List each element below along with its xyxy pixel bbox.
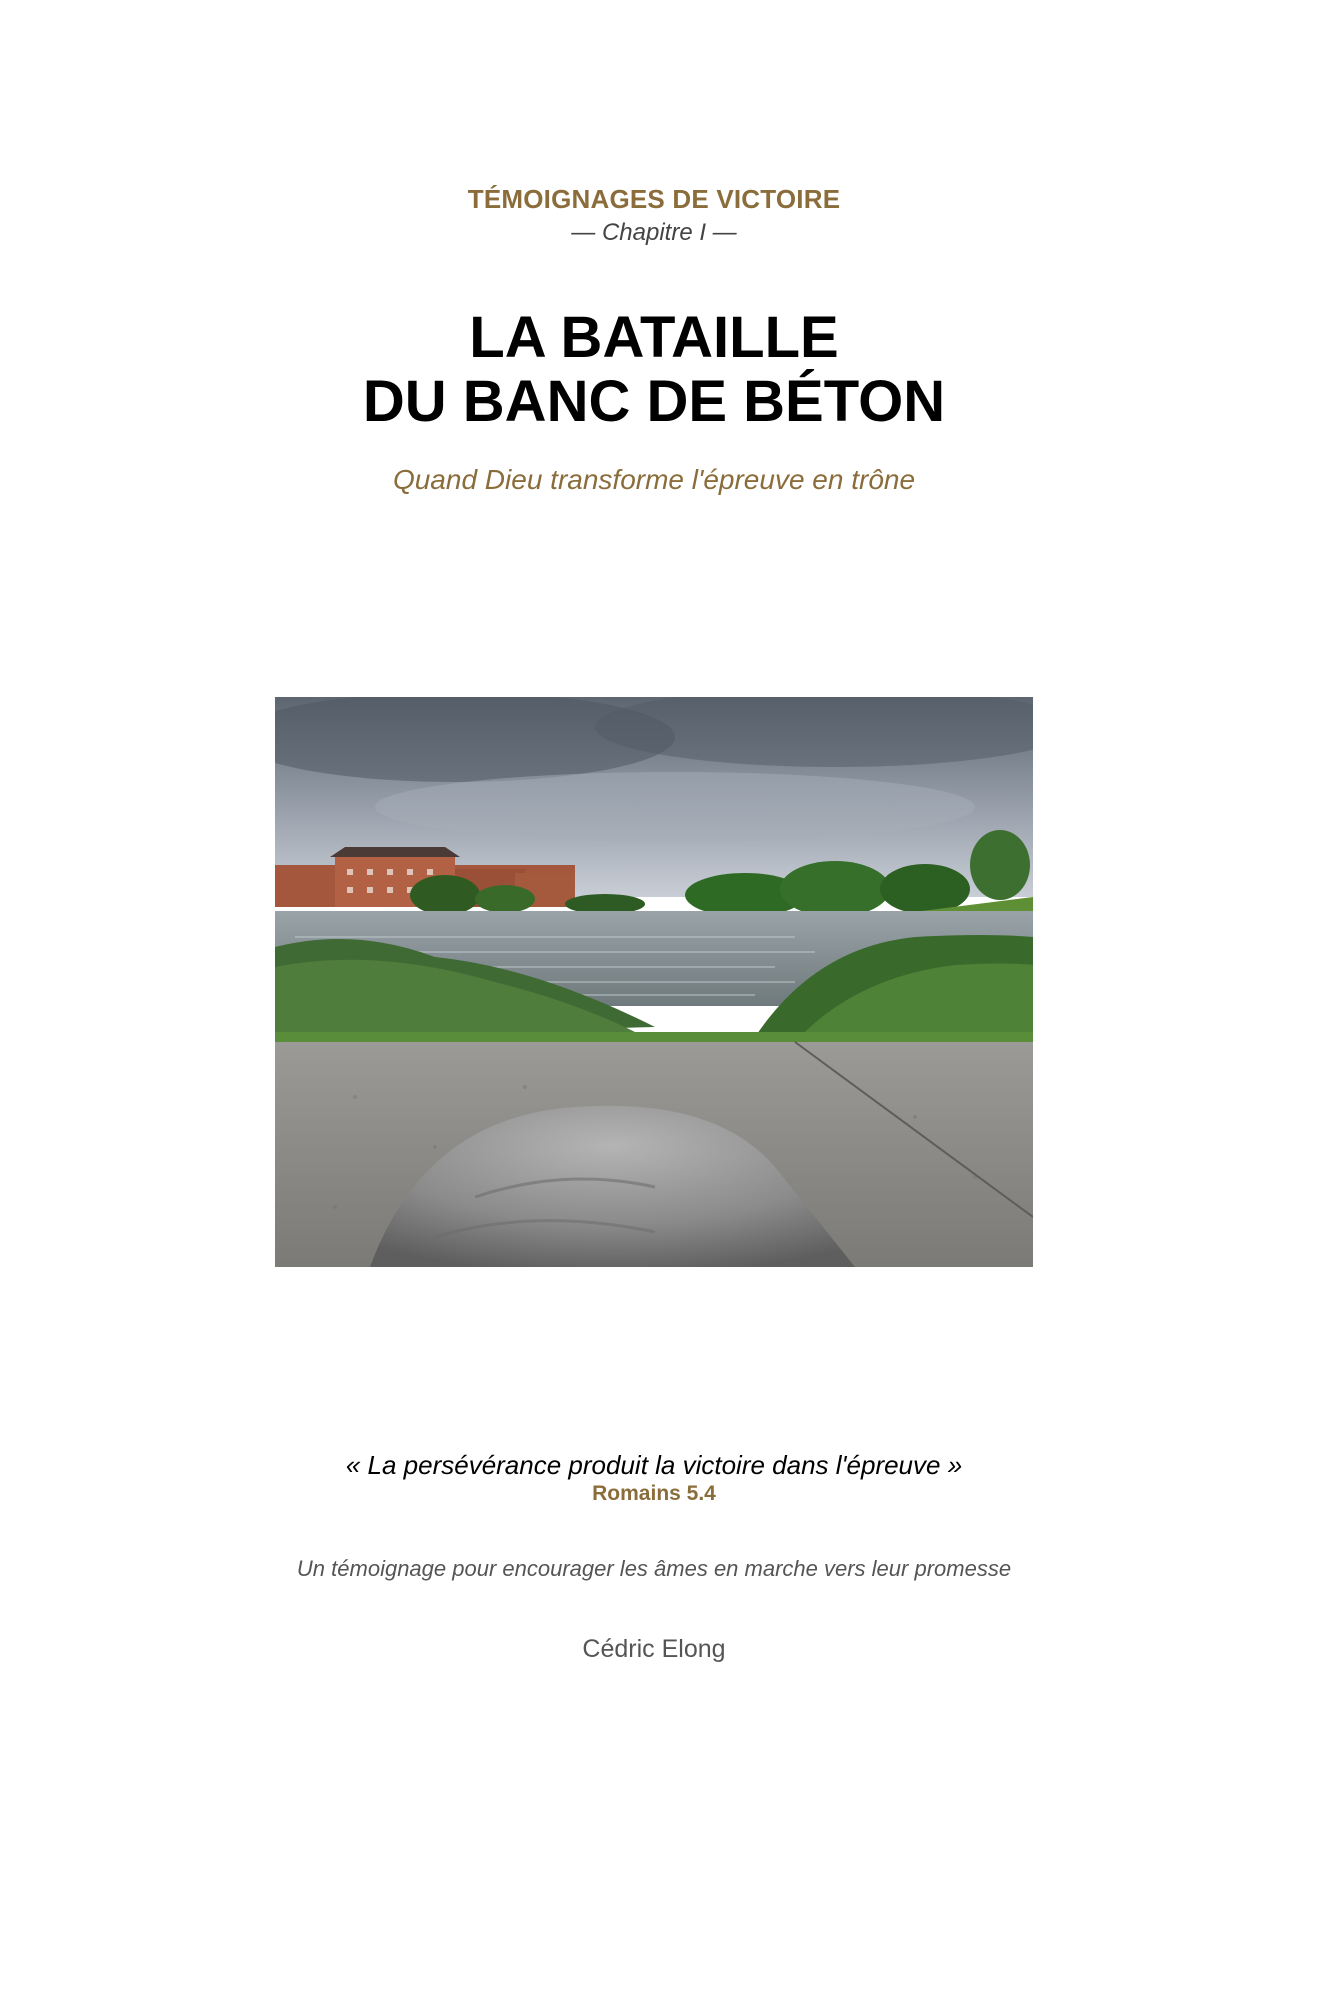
book-title [0,306,1308,434]
title-line-1: LA BATAILLE [469,305,839,370]
author-name: Cédric Elong [582,1635,726,1663]
subtitle: Quand Dieu transforme l'épreuve en trône [392,464,916,495]
series-title: TÉMOIGNAGES DE VICTOIRE [467,184,841,214]
cover-photo [275,697,1033,1267]
chapter-label: — Chapitre I — [571,219,737,246]
scripture-quote: « La persévérance produit la victoire dans l'épreuve » [345,1450,963,1480]
tagline: Un témoignage pour encourager les âmes en marche vers leur promesse [296,1556,1012,1581]
title-line-2: DU BANC DE BÉTON [362,369,946,434]
scripture-reference: Romains 5.4 [592,1482,716,1505]
